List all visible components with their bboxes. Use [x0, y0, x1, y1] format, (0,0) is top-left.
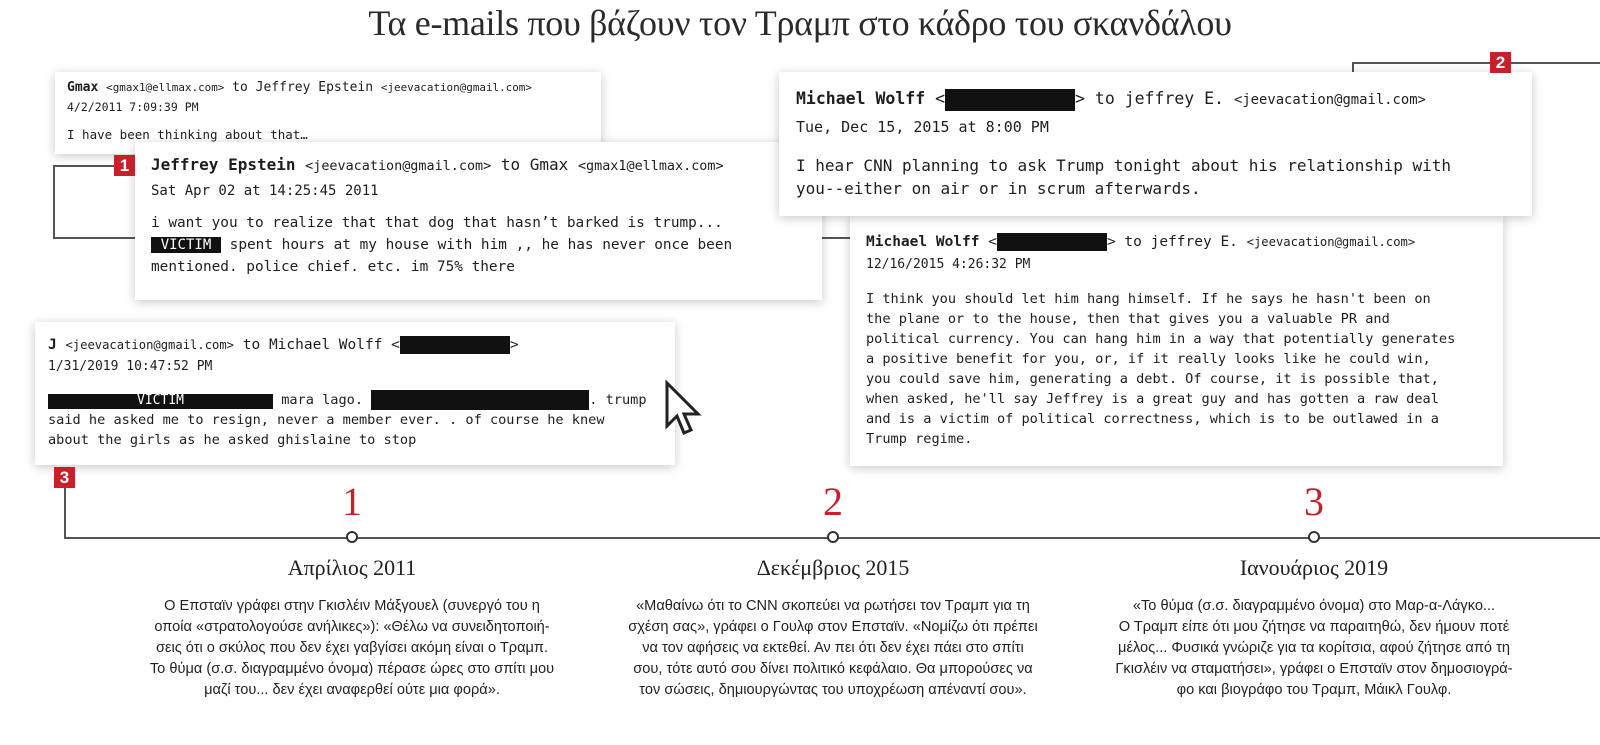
email-line-text: mara lago. [281, 392, 364, 408]
timeline-number-3: 3 [1304, 479, 1324, 524]
bracket-open: < [935, 89, 946, 108]
timeline-text-line: μέλος... Φυσικά γνώριζε για τα κορίτσια, αφού ζήτησε από τη [1118, 640, 1510, 656]
to-label: to [232, 80, 248, 95]
timeline-number-2: 2 [823, 479, 843, 524]
timeline-text-line: να τον αφήσεις να εκτεθεί. Αν πει ότι δεν έχει πάει στο σπίτι [642, 640, 1024, 656]
email-line: mentioned. police chief. etc. im 75% there [151, 259, 515, 275]
email-line: the plane or to the house, then that gives you a valuable PR and [866, 311, 1390, 327]
to-label: to Michael Wolff < [242, 337, 400, 353]
email-date: 12/16/2015 4:26:32 PM [866, 257, 1031, 272]
email-line: when asked, he'll say Jeffrey is a great guy and has gotten a raw deal [866, 391, 1439, 407]
timeline-text-3 [1089, 596, 1539, 701]
redacted-address [997, 233, 1107, 251]
mouse-cursor-icon [663, 380, 703, 438]
timeline-number-1: 1 [342, 479, 362, 524]
connector-1-top [53, 165, 115, 167]
sender-address: <gmax1@ellmax.com> [106, 81, 225, 94]
email-date: 4/2/2011 7:09:39 PM [67, 100, 199, 114]
timeline-text-line: τον σώσεις, δημιουργώντας του υποχρέωση απέναντί σου». [639, 682, 1027, 698]
email-line: you could save him, generating a debt. Of course, it is possible that, [866, 371, 1439, 387]
email-header [67, 78, 589, 98]
sender-name: Michael Wolff [796, 89, 926, 108]
email-body [796, 154, 1515, 200]
recipient-address: <gmax1@ellmax.com> [577, 159, 724, 174]
sender-name: Jeffrey Epstein [151, 155, 296, 174]
email-line: a positive benefit for you, or, if it really looks like he could win, [866, 351, 1431, 367]
bracket-open: < [988, 234, 997, 250]
timeline-text-line: Το θύμα (σ.σ. διαγραμμένο όνομα) πέρασε ώρες στο σπίτι μου [149, 661, 555, 677]
email-header [866, 230, 1487, 254]
timeline-text-1 [127, 596, 577, 701]
email-line: I hear CNN planning to ask Trump tonight about his relationship with [796, 156, 1452, 175]
timeline-text-line: σου, τότε αυτό σου δίνει πολιτικό κεφάλαιο. Θα μπορούσες να [633, 661, 1033, 677]
sender-name: J [48, 337, 57, 353]
badge-3: 3 [54, 467, 75, 488]
email-body [151, 212, 806, 278]
sender-address: <jeevacation@gmail.com> [65, 338, 235, 352]
email-line [151, 234, 806, 256]
email-line: you--either on air or in scrum afterwards. [796, 179, 1201, 198]
email-line-text: spent hours at my house with him ,, he has never once been [229, 237, 733, 253]
timeline-text-line: Ο Τραμπ είπε ότι μου ζήτησε να παραιτηθώ, δεν ήμουν ποτέ [1118, 619, 1510, 635]
email-line-text: . trump [589, 392, 647, 408]
email-header [796, 85, 1515, 114]
to-label: to [500, 155, 521, 174]
timeline-heading-3: Ιανουάριος 2019 [1239, 555, 1389, 580]
connector-3-vertical [64, 485, 66, 538]
email-line: i want you to realize that that dog that hasn’t barked is trump... [151, 215, 723, 231]
connector-1-vertical [53, 165, 55, 238]
redacted-name [371, 390, 589, 410]
email-card-epstein-2011 [135, 142, 822, 300]
timeline-dot-1 [346, 531, 358, 543]
recipient-name: Jeffrey Epstein [255, 80, 374, 95]
timeline-heading-2: Δεκέμβριος 2015 [756, 555, 910, 580]
page-title: Τα e-mails που βάζουν τον Τραμπ στο κάδρο του σκανδάλου [368, 3, 1232, 43]
timeline-heading-1: Απρίλιος 2011 [287, 555, 417, 580]
email-line: I think you should let him hang himself. If he says he hasn't been on [866, 291, 1431, 307]
badge-2: 2 [1490, 52, 1511, 73]
timeline-text-line: οποία «στρατολογούσε ανήλικες»): «Θέλω να συνειδητοποιή- [154, 619, 550, 635]
sender-name: Michael Wolff [866, 234, 980, 250]
recipient-address: <jeevacation@gmail.com> [1233, 92, 1426, 108]
sender-name: Gmax [67, 80, 99, 95]
email-card-wolff-2015 [779, 72, 1532, 216]
email-date: Sat Apr 02 at 14:25:45 2011 [151, 183, 379, 199]
email-header [48, 334, 662, 356]
timeline-dot-2 [827, 531, 839, 543]
timeline-dot-3 [1308, 531, 1320, 543]
email-body [48, 390, 662, 450]
badge-1: 1 [114, 155, 135, 176]
email-line: about the girls as he asked ghislaine to stop [48, 432, 417, 448]
timeline-text-line: σχέση σας», γράφει ο Γουλφ στον Επσταϊν. «Νομίζω ότι πρέπει [628, 619, 1038, 635]
email-card-wolff-2015-followup [850, 214, 1503, 466]
timeline-text-line: σεις ότι ο σκύλος που δεν έχει γαβγίσει ακόμη είναι ο Τραμπ. [155, 640, 549, 656]
timeline-text-line: μαζί του... δεν έχει αναφερθεί ούτε μια φορά». [204, 682, 500, 698]
to-label: > to jeffrey E. [1075, 89, 1225, 108]
timeline-text-2 [608, 596, 1058, 701]
recipient-address: <jeevacation@gmail.com> [380, 81, 532, 94]
sender-address: <jeevacation@gmail.com> [305, 159, 492, 174]
email-line: and is a victim of political correctness, which is to be outlawed in a [866, 411, 1439, 427]
email-header [151, 153, 806, 179]
timeline-text-line: φο και βιογράφο του Τραμπ, Μάικλ Γουλφ. [1176, 682, 1452, 698]
bracket-close: > [509, 337, 519, 353]
recipient-name: Gmax [529, 155, 569, 174]
to-label: > to jeffrey E. [1106, 234, 1238, 250]
redacted-address [945, 89, 1075, 111]
timeline-text-line: Ο Επσταϊν γράφει στην Γκισλέιν Μάξγουελ (συνεργό του η [164, 598, 540, 614]
email-line: political currency. You can hang him in a way that potentially generates [866, 331, 1456, 347]
email-date: Tue, Dec 15, 2015 at 8:00 PM [796, 118, 1049, 136]
timeline-text-line: Γκισλέιν να σταματήσει», γράφει ο Επσταϊν στον δημοσιογρά- [1115, 661, 1513, 677]
email-date: 1/31/2019 10:47:52 PM [48, 359, 213, 374]
recipient-address: <jeevacation@gmail.com> [1246, 235, 1416, 249]
email-card-j-2019 [35, 322, 675, 465]
victim-redaction: VICTIM [48, 394, 273, 409]
email-line [48, 390, 662, 410]
email-body [866, 289, 1487, 449]
redacted-address [400, 336, 510, 354]
timeline-text-line: «Μαθαίνω ότι το CNN σκοπεύει να ρωτήσει τον Τραμπ για τη [636, 598, 1030, 614]
email-line: Trump regime. [866, 431, 973, 447]
victim-redaction: VICTIM [151, 237, 221, 253]
email-body: I have been thinking about that… [67, 127, 308, 142]
connector-2-top [1352, 62, 1600, 64]
timeline-text-line: «Το θύμα (σ.σ. διαγραμμένο όνομα) στο Μαρ-α-Λάγκο... [1132, 598, 1496, 614]
email-line: said he asked me to resign, never a member ever. . of course he knew [48, 412, 605, 428]
